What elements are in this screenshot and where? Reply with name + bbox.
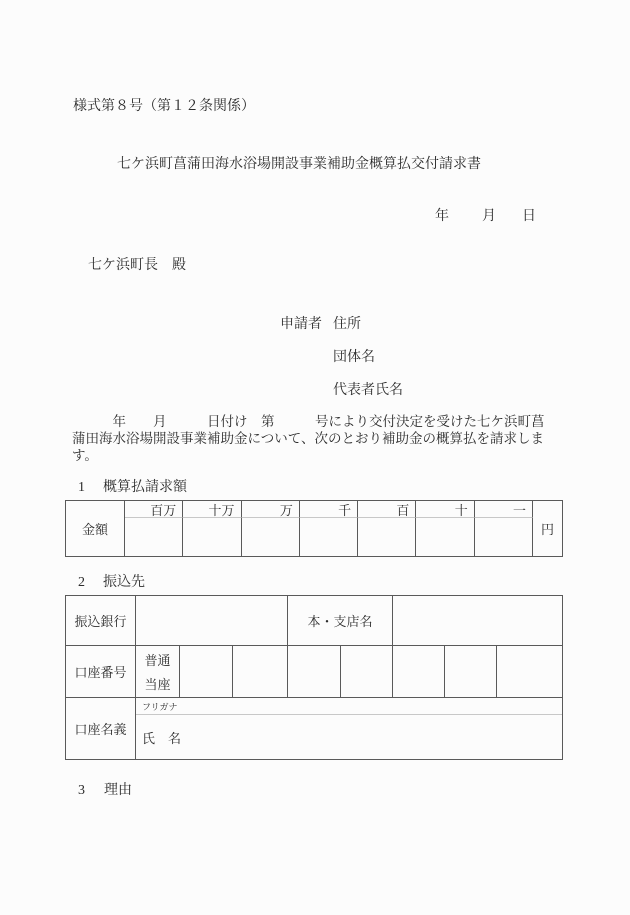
date-line	[0, 209, 630, 225]
account-number-row	[66, 646, 562, 698]
transfer-table	[65, 595, 563, 760]
applicant-field-address: 住所	[333, 317, 361, 332]
amount-digit-cell	[358, 518, 416, 556]
account-number-label-cell: 口座番号	[66, 646, 136, 697]
amount-table	[65, 500, 563, 557]
applicant-field-organization: 団体名	[333, 350, 375, 365]
bank-label-cell: 振込銀行	[66, 596, 136, 645]
day-label: 日	[522, 209, 536, 224]
applicant-label: 申請者	[280, 317, 322, 332]
section-2-label: 振込先	[103, 575, 145, 590]
account-holder-input-area	[136, 698, 562, 759]
document-title: 七ケ浜町菖蒲田海水浴場開設事業補助金概算払交付請求書	[117, 157, 481, 172]
unit-header-hundred: 百	[358, 501, 416, 518]
account-digit-cell	[341, 646, 393, 697]
amount-digit-cell	[475, 518, 533, 556]
account-digit-cell	[445, 646, 497, 697]
account-type-toza: 当座	[144, 676, 171, 692]
unit-header-thousand: 千	[300, 501, 358, 518]
account-digit-cell	[288, 646, 341, 697]
body-line: 蒲田海水浴場開設事業補助金について、次のとおり補助金の概算払を請求しま	[72, 431, 544, 446]
yen-suffix: 円	[540, 522, 554, 537]
unit-header-ten-thousand: 万	[242, 501, 300, 518]
branch-input-cell	[393, 596, 562, 645]
applicant-field-representative: 代表者氏名	[333, 383, 403, 398]
section-2-number: 2	[78, 575, 85, 590]
account-digit-cell	[393, 646, 445, 697]
account-type-futsu: 普通	[144, 653, 171, 669]
furigana-label: フリガナ	[136, 698, 562, 715]
unit-header-million: 百万	[125, 501, 183, 518]
unit-header-ten: 十	[416, 501, 474, 518]
unit-header-hundred-thousand: 十万	[183, 501, 241, 518]
account-type-cell	[136, 646, 180, 697]
account-holder-row	[66, 698, 562, 759]
branch-label-cell: 本・支店名	[288, 596, 393, 645]
bank-input-cell	[136, 596, 288, 645]
body-line: す。	[72, 448, 98, 463]
amount-digit-cell	[183, 518, 241, 556]
section-1-number: 1	[78, 480, 85, 495]
month-label: 月	[482, 209, 496, 224]
account-digit-cell	[497, 646, 562, 697]
name-label: 氏 名	[142, 730, 182, 746]
amount-row-label: 金額	[66, 501, 125, 556]
account-digit-cell	[180, 646, 233, 697]
unit-header-one: 一	[475, 501, 533, 518]
body-line: 年 月 日付け 第 号により交付決定を受けた七ケ浜町菖	[72, 414, 545, 429]
section-3-label: 理由	[104, 783, 132, 798]
amount-digit-cell	[125, 518, 183, 556]
amount-digit-cell	[300, 518, 358, 556]
bank-row	[66, 596, 562, 646]
account-holder-label-cell: 口座名義	[66, 698, 136, 759]
year-label: 年	[435, 209, 449, 224]
form-number: 様式第８号（第１２条関係）	[73, 99, 255, 114]
addressee: 七ケ浜町長 殿	[88, 258, 186, 273]
account-digit-cell	[233, 646, 288, 697]
section-1-label: 概算払請求額	[103, 480, 187, 495]
amount-digit-cell	[242, 518, 300, 556]
section-3-number: 3	[78, 783, 85, 798]
amount-digit-cell	[416, 518, 474, 556]
